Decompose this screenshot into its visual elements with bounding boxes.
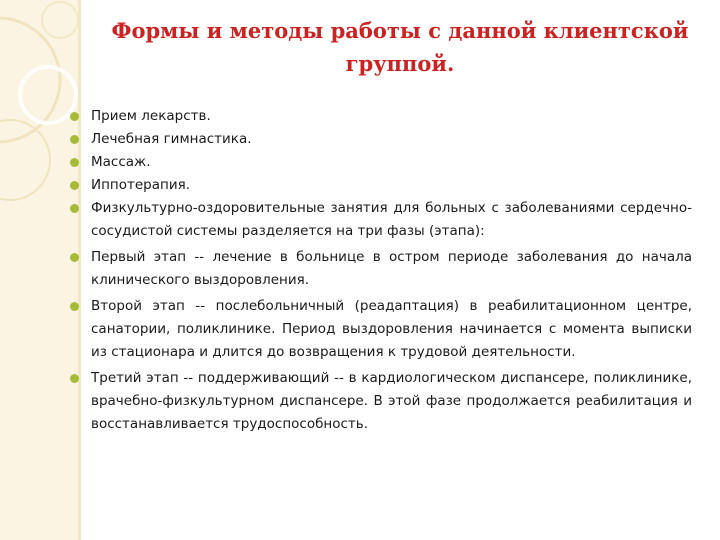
decorative-side-band [0, 0, 78, 540]
round-bullet-icon [70, 253, 79, 262]
list-item-text: Первый этап -- лечение в больнице в остром периоде заболевания до начала клинического выздоровления. [91, 249, 692, 288]
list-item [70, 246, 692, 292]
slide-title: Формы и методы работы с данной клиентской группой. [111, 18, 689, 76]
list-item [70, 295, 692, 364]
decorative-circles [0, 0, 78, 540]
list-item [70, 105, 692, 128]
list-item-text: Третий этап -- поддерживающий -- в кардиологическом диспансере, поликлинике, врачебно-физкультурном диспансере. В этой фазе продолжается реабилитация и восстанавливается трудоспособность. [91, 370, 692, 432]
list-item-text: Массаж. [91, 154, 151, 170]
list-item-text: Физкультурно-оздоровительные занятия для больных с заболеваниями сердечно-сосудистой системы разделяется на три фазы (этапа): [91, 200, 692, 239]
round-bullet-icon [70, 135, 79, 144]
round-bullet-icon [70, 158, 79, 167]
round-bullet-icon [70, 302, 79, 311]
list-item-text: Второй этап -- послебольничный (реадаптация) в реабилитационном центре, санатории, поликлинике. Период выздоровления начинается с момента выписки из стационара и длится до возвращения к трудовой деятельности. [91, 298, 692, 360]
list-item [70, 367, 692, 436]
round-bullet-icon [70, 112, 79, 121]
list-item [70, 151, 692, 174]
list-item [70, 128, 692, 151]
round-bullet-icon [70, 204, 79, 213]
list-item [70, 174, 692, 197]
round-bullet-icon [70, 181, 79, 190]
list-item-text: Иппотерапия. [91, 177, 191, 193]
list-item-text: Прием лекарств. [91, 108, 211, 124]
list-item-text: Лечебная гимнастика. [91, 131, 252, 147]
list-item [70, 197, 692, 243]
bullet-list [70, 105, 692, 436]
round-bullet-icon [70, 374, 79, 383]
